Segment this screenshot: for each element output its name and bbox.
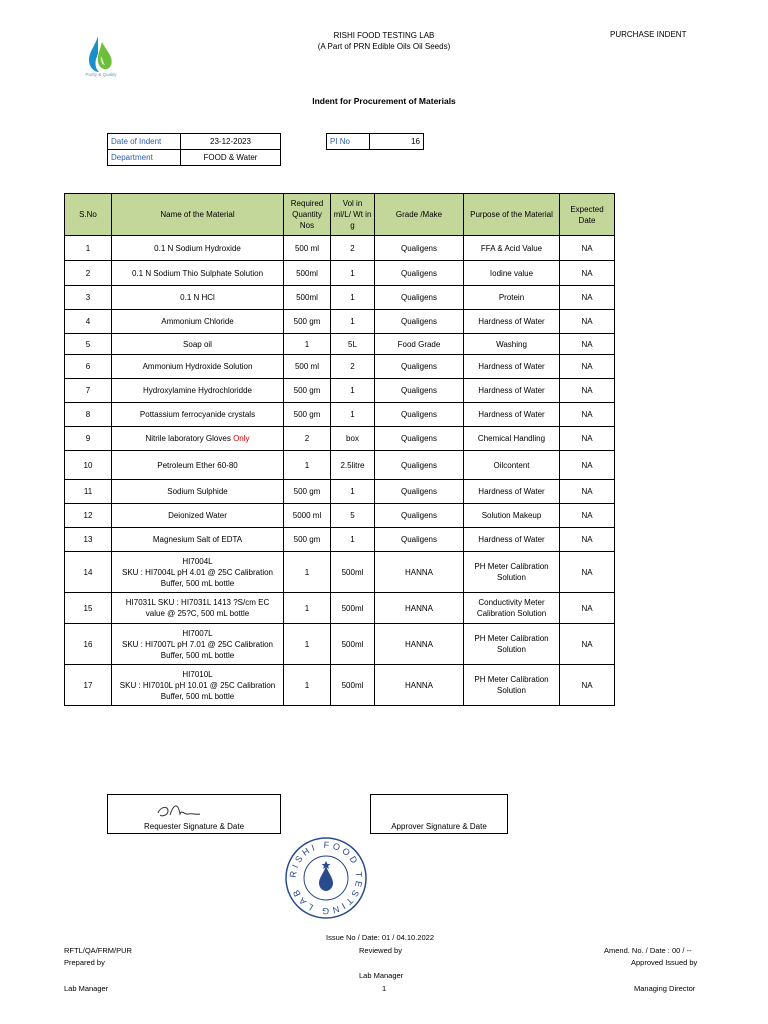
cell-vol: 5: [331, 504, 375, 528]
cell-name: HI7010L SKU : HI7010L pH 10.01 @ 25C Calibration Buffer, 500 mL bottle: [112, 665, 284, 706]
cell-name: Ammonium Hydroxide Solution: [112, 355, 284, 379]
cell-qty: 500 gm: [284, 528, 331, 552]
cell-vol: 1: [331, 261, 375, 286]
logo-tagline: Purity & Quality: [85, 72, 117, 77]
form-number: RFTL/QA/FRM/PUR: [64, 946, 132, 955]
cell-vol: box: [331, 427, 375, 451]
cell-vol: 500ml: [331, 624, 375, 665]
page-number: 1: [382, 984, 387, 993]
cell-name: HI7031L SKU : HI7031L 1413 ?S/cm EC value @ 25?C, 500 mL bottle: [112, 593, 284, 624]
cell-sno: 2: [65, 261, 112, 286]
cell-vol: 1: [331, 528, 375, 552]
table-row: [65, 355, 615, 379]
cell-name: Deionized Water: [112, 504, 284, 528]
cell-date: NA: [560, 451, 615, 480]
cell-vol: 500ml: [331, 665, 375, 706]
table-row: [65, 261, 615, 286]
cell-qty: 1: [284, 665, 331, 706]
cell-grade: HANNA: [375, 665, 464, 706]
requester-signature-box: [107, 794, 281, 834]
cell-purpose: Hardness of Water: [464, 379, 560, 403]
amendment-info: Amend. No. / Date : 00 / --: [604, 946, 692, 955]
cell-vol: 1: [331, 480, 375, 504]
cell-sno: 10: [65, 451, 112, 480]
table-row: [65, 624, 615, 665]
date-value: 23-12-2023: [181, 134, 281, 150]
cell-qty: 500 ml: [284, 355, 331, 379]
cell-qty: 500 gm: [284, 379, 331, 403]
header-grade: Grade /Make: [375, 194, 464, 236]
cell-qty: 2: [284, 427, 331, 451]
requester-signature-label: Requester Signature & Date: [143, 822, 245, 831]
cell-grade: Qualigens: [375, 310, 464, 334]
cell-purpose: Hardness of Water: [464, 310, 560, 334]
approver-signature-label: Approver Signature & Date: [391, 822, 487, 831]
materials-table: [64, 193, 615, 706]
prepared-by-label: Prepared by: [64, 958, 105, 967]
cell-grade: Qualigens: [375, 236, 464, 261]
cell-sno: 6: [65, 355, 112, 379]
cell-vol: 5L: [331, 334, 375, 355]
cell-date: NA: [560, 286, 615, 310]
cell-sno: 14: [65, 552, 112, 593]
cell-vol: 1: [331, 379, 375, 403]
cell-purpose: Hardness of Water: [464, 528, 560, 552]
lab-header: [250, 30, 518, 52]
cell-grade: Qualigens: [375, 451, 464, 480]
cell-name: [112, 427, 284, 451]
cell-date: NA: [560, 310, 615, 334]
cell-name: Sodium Sulphide: [112, 480, 284, 504]
cell-name: Hydroxylamine Hydrochloridde: [112, 379, 284, 403]
cell-grade: Qualigens: [375, 427, 464, 451]
table-row: [65, 236, 615, 261]
cell-vol: 500ml: [331, 593, 375, 624]
preparer-role: Lab Manager: [64, 984, 109, 993]
cell-grade: Qualigens: [375, 528, 464, 552]
cell-purpose: Solution Makeup: [464, 504, 560, 528]
table-row: [65, 504, 615, 528]
cell-date: NA: [560, 528, 615, 552]
table-row: [65, 403, 615, 427]
cell-qty: 500ml: [284, 286, 331, 310]
pi-label: PI No: [327, 134, 370, 150]
cell-purpose: Protein: [464, 286, 560, 310]
lab-seal-stamp: [284, 836, 368, 920]
cell-purpose: Conductivity Meter Calibration Solution: [464, 593, 560, 624]
reviewed-by-label: Reviewed by: [359, 946, 402, 955]
cell-grade: Qualigens: [375, 261, 464, 286]
cell-name: HI7004L SKU : HI7004L pH 4.01 @ 25C Calibration Buffer, 500 mL bottle: [112, 552, 284, 593]
table-row: [65, 451, 615, 480]
cell-purpose: Hardness of Water: [464, 355, 560, 379]
cell-sno: 17: [65, 665, 112, 706]
reviewer-role: Lab Manager: [359, 971, 404, 980]
table-header-row: [65, 194, 615, 236]
cell-vol: 500ml: [331, 552, 375, 593]
cell-grade: Qualigens: [375, 403, 464, 427]
cell-name: Pottassium ferrocyanide crystals: [112, 403, 284, 427]
cell-date: NA: [560, 427, 615, 451]
cell-date: NA: [560, 355, 615, 379]
cell-grade: Qualigens: [375, 355, 464, 379]
cell-date: NA: [560, 624, 615, 665]
pi-info-table: [326, 133, 424, 150]
header-volume: Vol in ml/L/ Wt in g: [331, 194, 375, 236]
table-row: [65, 427, 615, 451]
cell-vol: 2.5litre: [331, 451, 375, 480]
cell-grade: Food Grade: [375, 334, 464, 355]
table-row: [65, 528, 615, 552]
approver-signature-box: [370, 794, 508, 834]
svg-text:RISHI FOOD TESTING LAB: RISHI FOOD TESTING LAB: [287, 839, 365, 917]
cell-name: Ammonium Chloride: [112, 310, 284, 334]
lab-name: RISHI FOOD TESTING LAB: [333, 31, 435, 40]
table-row: [65, 480, 615, 504]
cell-grade: HANNA: [375, 552, 464, 593]
cell-sno: 9: [65, 427, 112, 451]
cell-purpose: Hardness of Water: [464, 403, 560, 427]
cell-date: NA: [560, 236, 615, 261]
cell-qty: 1: [284, 593, 331, 624]
cell-qty: 500 gm: [284, 480, 331, 504]
cell-sno: 8: [65, 403, 112, 427]
cell-name: Petroleum Ether 60-80: [112, 451, 284, 480]
cell-grade: Qualigens: [375, 379, 464, 403]
cell-qty: 1: [284, 552, 331, 593]
header-quantity: Required Quantity Nos: [284, 194, 331, 236]
handwritten-signature: [154, 799, 204, 821]
issue-info: Issue No / Date: 01 / 04.10.2022: [326, 933, 434, 942]
cell-purpose: PH Meter Calibration Solution: [464, 552, 560, 593]
water-drop-logo: [86, 34, 116, 76]
cell-purpose: PH Meter Calibration Solution: [464, 665, 560, 706]
cell-grade: Qualigens: [375, 480, 464, 504]
department-value: FOOD & Water: [181, 150, 281, 166]
cell-grade: Qualigens: [375, 286, 464, 310]
approved-by-label: Approved Issued by: [631, 958, 698, 967]
cell-grade: HANNA: [375, 624, 464, 665]
cell-sno: 4: [65, 310, 112, 334]
cell-sno: 5: [65, 334, 112, 355]
cell-vol: 1: [331, 286, 375, 310]
cell-sno: 12: [65, 504, 112, 528]
cell-vol: 1: [331, 310, 375, 334]
cell-sno: 15: [65, 593, 112, 624]
cell-qty: 500 ml: [284, 236, 331, 261]
approver-role: Managing Director: [634, 984, 696, 993]
table-row: [65, 286, 615, 310]
cell-date: NA: [560, 665, 615, 706]
cell-qty: 500ml: [284, 261, 331, 286]
header-material-name: Name of the Material: [112, 194, 284, 236]
cell-date: NA: [560, 403, 615, 427]
cell-date: NA: [560, 504, 615, 528]
cell-name: HI7007L SKU : HI7007L pH 7.01 @ 25C Calibration Buffer, 500 mL bottle: [112, 624, 284, 665]
cell-sno: 16: [65, 624, 112, 665]
cell-grade: HANNA: [375, 593, 464, 624]
cell-purpose: Oilcontent: [464, 451, 560, 480]
cell-qty: 1: [284, 334, 331, 355]
cell-date: NA: [560, 552, 615, 593]
department-label: Department: [108, 150, 181, 166]
cell-qty: 5000 ml: [284, 504, 331, 528]
document-type: PURCHASE INDENT: [610, 30, 687, 39]
cell-qty: 500 gm: [284, 310, 331, 334]
date-label: Date of Indent: [108, 134, 181, 150]
cell-name: 0.1 N Sodium Thio Sulphate Solution: [112, 261, 284, 286]
cell-date: NA: [560, 261, 615, 286]
cell-sno: 3: [65, 286, 112, 310]
cell-date: NA: [560, 379, 615, 403]
cell-name: 0.1 N HCl: [112, 286, 284, 310]
cell-sno: 1: [65, 236, 112, 261]
pi-value: 16: [370, 134, 424, 150]
cell-sno: 7: [65, 379, 112, 403]
cell-name: 0.1 N Sodium Hydroxide: [112, 236, 284, 261]
cell-purpose: Hardness of Water: [464, 480, 560, 504]
cell-name: Soap oil: [112, 334, 284, 355]
cell-date: NA: [560, 593, 615, 624]
cell-date: NA: [560, 480, 615, 504]
table-row: [65, 665, 615, 706]
table-row: [65, 310, 615, 334]
header-sno: S.No: [65, 194, 112, 236]
material-name-note: Only: [233, 434, 250, 443]
cell-purpose: PH Meter Calibration Solution: [464, 624, 560, 665]
cell-vol: 2: [331, 236, 375, 261]
cell-name: Magnesium Salt of EDTA: [112, 528, 284, 552]
cell-vol: 1: [331, 403, 375, 427]
indent-info-table: [107, 133, 281, 166]
page-title: Indent for Procurement of Materials: [312, 96, 456, 106]
header-purpose: Purpose of the Material: [464, 194, 560, 236]
header-expected-date: Expected Date: [560, 194, 615, 236]
table-row: [65, 593, 615, 624]
cell-purpose: Washing: [464, 334, 560, 355]
cell-sno: 11: [65, 480, 112, 504]
cell-vol: 2: [331, 355, 375, 379]
cell-grade: Qualigens: [375, 504, 464, 528]
cell-purpose: Iodine value: [464, 261, 560, 286]
cell-purpose: Chemical Handling: [464, 427, 560, 451]
table-row: [65, 379, 615, 403]
cell-purpose: FFA & Acid Value: [464, 236, 560, 261]
cell-sno: 13: [65, 528, 112, 552]
cell-qty: 1: [284, 451, 331, 480]
table-row: [65, 552, 615, 593]
cell-qty: 500 gm: [284, 403, 331, 427]
cell-date: NA: [560, 334, 615, 355]
cell-qty: 1: [284, 624, 331, 665]
table-row: [65, 334, 615, 355]
material-name-text: Nitrile laboratory Gloves: [145, 434, 231, 443]
lab-subtitle: (A Part of PRN Edible Oils Oil Seeds): [317, 42, 451, 51]
